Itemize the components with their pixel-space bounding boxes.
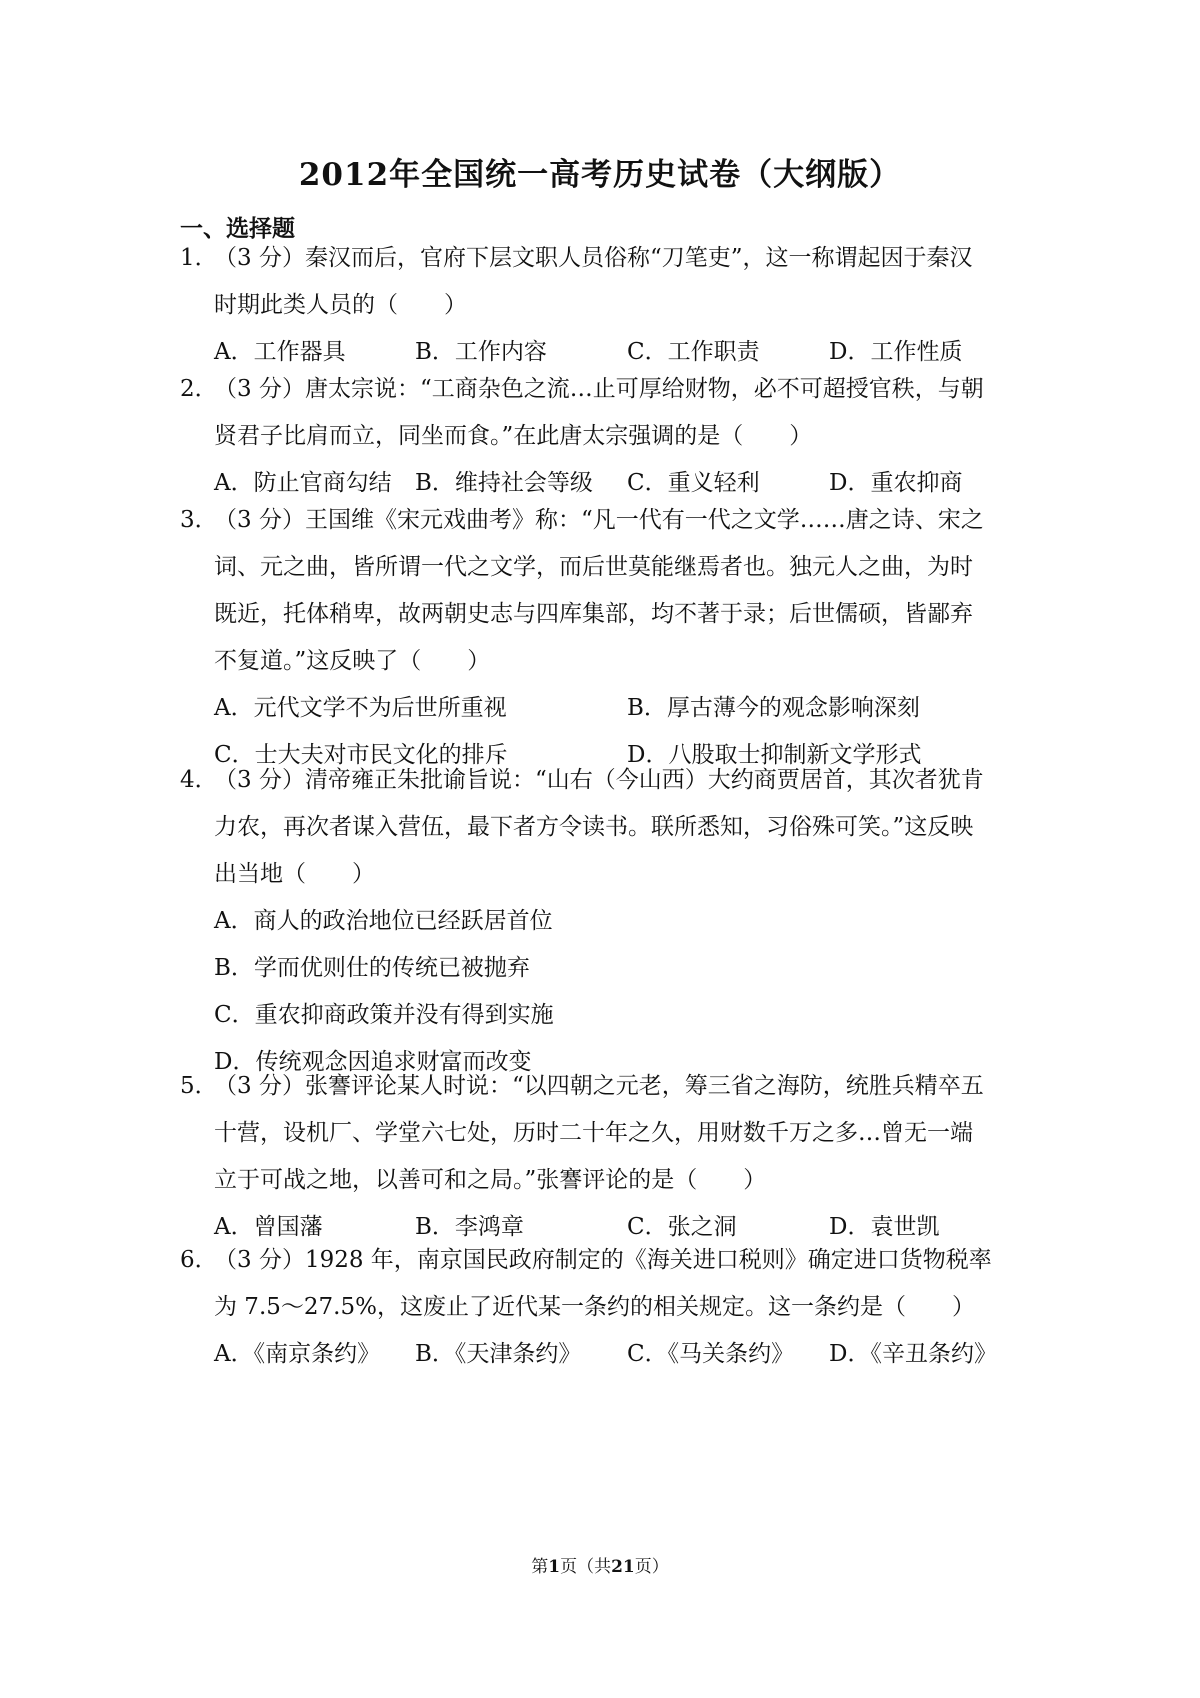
question-number: 2． xyxy=(180,376,218,402)
option-d: D．《辛丑条约》 xyxy=(829,1341,997,1367)
option-a: A．元代文学不为后世所重视 xyxy=(214,695,507,721)
option-c: C．《马关条约》 xyxy=(627,1341,795,1367)
option-b: B．工作内容 xyxy=(415,339,547,365)
question-text-line: 十营，设机厂、学堂六七处，历时二十年之久，用财数千万之多…曾无一端 xyxy=(214,1120,973,1146)
question-6 xyxy=(180,1237,1030,1378)
question-text-line: 时期此类人员的（ ） xyxy=(214,292,467,318)
question-text-line: 贤君子比肩而立，同坐而食。”在此唐太宗强调的是（ ） xyxy=(214,423,813,449)
option-a: A．商人的政治地位已经跃居首位 xyxy=(214,908,553,934)
option-c: C．张之洞 xyxy=(627,1214,737,1240)
option-d: D．工作性质 xyxy=(829,339,963,365)
option-d: D．重农抑商 xyxy=(829,470,963,496)
question-number: 5． xyxy=(180,1073,218,1099)
footer-prefix: 第 xyxy=(531,1557,549,1577)
page-footer xyxy=(0,1555,1200,1579)
section-heading: 一、选择题 xyxy=(180,215,295,242)
question-text-line: （3 分）秦汉而后，官府下层文职人员俗称“刀笔吏”，这一称谓起因于秦汉 xyxy=(214,245,973,271)
option-b: B．厚古薄今的观念影响深刻 xyxy=(627,695,920,721)
option-d: D．袁世凯 xyxy=(829,1214,940,1240)
question-number: 1． xyxy=(180,245,218,271)
option-c: C．重义轻利 xyxy=(627,470,760,496)
question-text-line: 力农，再次者谋入营伍，最下者方令读书。联所悉知，习俗殊可笑。”这反映 xyxy=(214,814,974,840)
question-text-line: 立于可战之地，以善可和之局。”张謇评论的是（ ） xyxy=(214,1167,767,1193)
option-b: B．《天津条约》 xyxy=(415,1341,582,1367)
question-number: 4． xyxy=(180,767,218,793)
question-text-line: 不复道。”这反映了（ ） xyxy=(214,648,491,674)
option-a: A．《南京条约》 xyxy=(214,1341,381,1367)
footer-suffix: 页） xyxy=(634,1557,669,1577)
footer-middle: 页（共 xyxy=(560,1557,612,1577)
option-c: C．工作职责 xyxy=(627,339,760,365)
question-text-line: 为 7.5～27.5%，这废止了近代某一条约的相关规定。这一条约是（ ） xyxy=(214,1294,975,1320)
question-text-line: （3 分）清帝雍正朱批谕旨说：“山右（今山西）大约商贾居首，其次者犹肯 xyxy=(214,767,984,793)
option-a: A．防止官商勾结 xyxy=(214,470,392,496)
footer-total-pages: 21 xyxy=(611,1557,635,1577)
question-5 xyxy=(180,1063,1030,1251)
option-a: A．曾国藩 xyxy=(214,1214,323,1240)
question-3 xyxy=(180,497,1030,779)
question-text-line: （3 分）王国维《宋元戏曲考》称：“凡一代有一代之文学……唐之诗、宋之 xyxy=(214,507,984,533)
question-text-line: （3 分）张謇评论某人时说：“以四朝之元老，筹三省之海防，统胜兵精卒五 xyxy=(214,1073,984,1099)
question-text-line: 词、元之曲，皆所谓一代之文学，而后世莫能继焉者也。独元人之曲，为时 xyxy=(214,554,973,580)
footer-page-number: 1 xyxy=(548,1557,561,1577)
question-text-line: （3 分）1928 年，南京国民政府制定的《海关进口税则》确定进口货物税率 xyxy=(214,1247,992,1273)
question-number: 3． xyxy=(180,507,218,533)
page-title: 2012年全国统一高考历史试卷（大纲版） xyxy=(298,157,902,193)
option-c: C．士大夫对市民文化的排斥 xyxy=(214,742,508,768)
option-b: B．李鸿章 xyxy=(415,1214,524,1240)
option-a: A．工作器具 xyxy=(214,339,346,365)
question-text-line: （3 分）唐太宗说：“工商杂色之流…止可厚给财物，必不可超授官秩，与朝 xyxy=(214,376,984,402)
option-d: D．八股取士抑制新文学形式 xyxy=(627,742,922,768)
option-b: B．学而优则仕的传统已被抛弃 xyxy=(214,955,530,981)
question-number: 6． xyxy=(180,1247,218,1273)
option-c: C．重农抑商政策并没有得到实施 xyxy=(214,1002,554,1028)
question-text-line: 既近，托体稍卑，故两朝史志与四库集部，均不著于录；后世儒硕，皆鄙弃 xyxy=(214,601,973,627)
question-text-line: 出当地（ ） xyxy=(214,861,375,887)
question-4 xyxy=(180,757,1030,1086)
option-b: B．维持社会等级 xyxy=(415,470,593,496)
option-d: D．传统观念因追求财富而改变 xyxy=(214,1049,532,1075)
question-1 xyxy=(180,235,1030,376)
question-2 xyxy=(180,366,1030,507)
